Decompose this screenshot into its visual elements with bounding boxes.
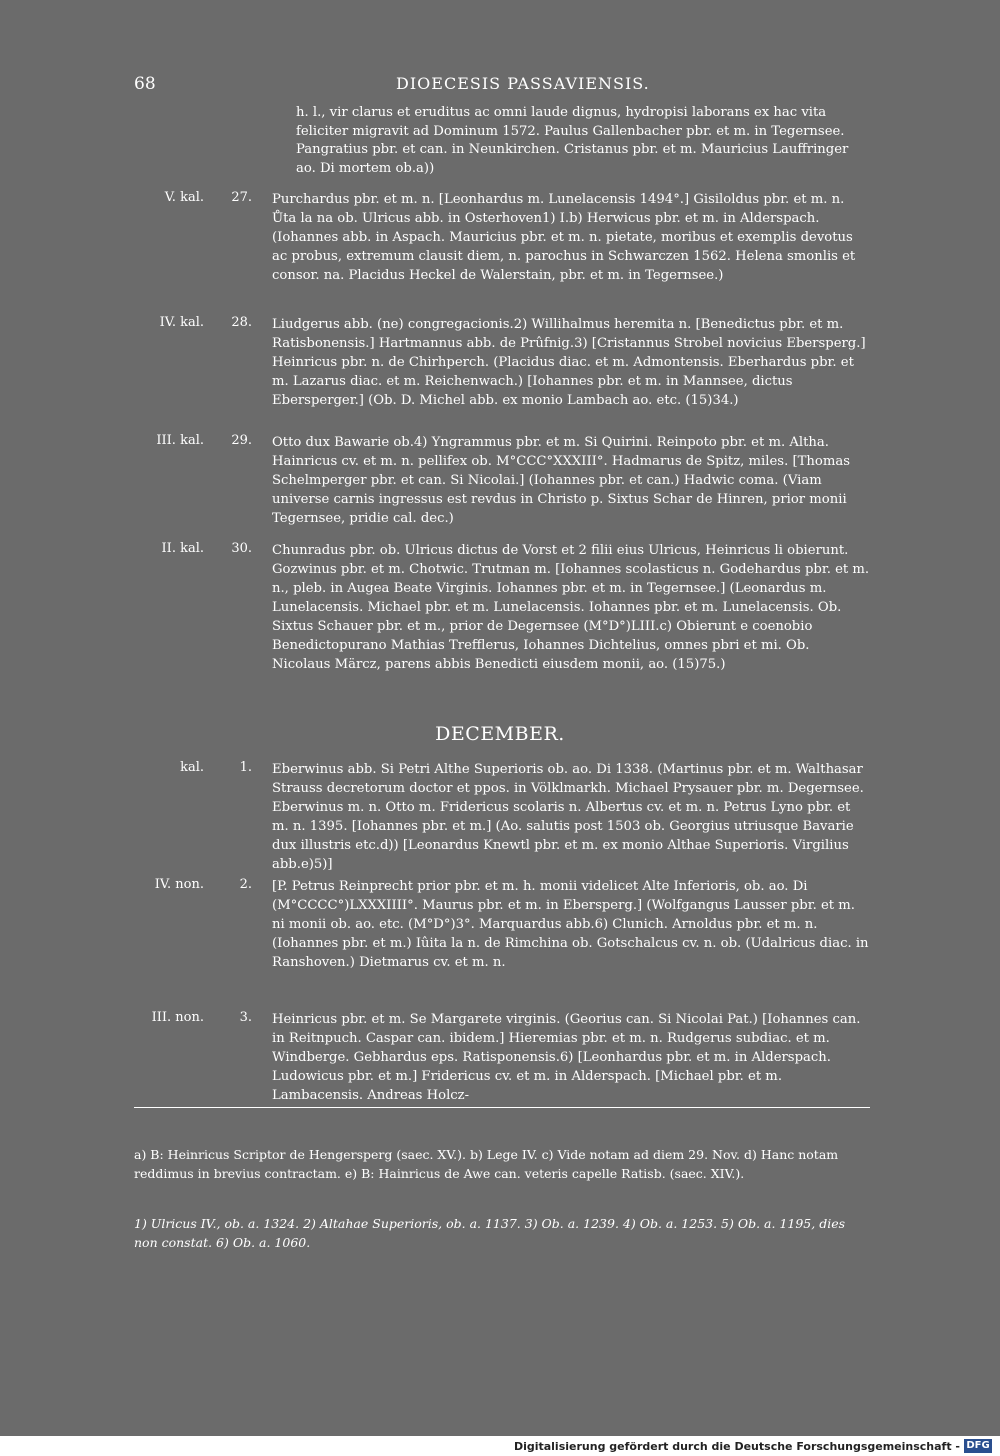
entry-date: II. kal. — [161, 541, 204, 556]
entry-date: V. kal. — [164, 190, 204, 205]
entry-text: Otto dux Bawarie ob.4) Yngrammus pbr. et m. Si Quirini. Reinpoto pbr. et m. Altha. Hainricus cv. et m. n. pellifex ob. M°CCC°XXXIII°. Hadmarus de Spitz, miles. [Thomas Schelmperger pbr. et can. Si Nicolai.] (Iohannes pbr. et can.) Hadwic coma. (Viam universe carnis ingressus est revdus in Christo p. Sixtus Schar de Hinren, prior monii Tegernsee, pridie cal. dec.) — [272, 435, 850, 526]
entry-day: 1. — [239, 760, 252, 775]
entry-day: 3. — [239, 1010, 252, 1025]
footnotes-numbered: 1) Ulricus IV., ob. a. 1324. 2) Altahae Superioris, ob. a. 1137. 3) Ob. a. 1239. 4) Ob. a. 1253. 5) Ob. a. 1195, dies non constat. 6) Ob. a. 1060. — [134, 1216, 846, 1250]
entry-day: 2. — [239, 877, 252, 892]
entry-text: Purchardus pbr. et m. n. [Leonhardus m. Lunelacensis 1494°.] Gisiloldus pbr. et m. n. Ůta la na ob. Ulricus abb. in Osterhoven1) I.b) Herwicus pbr. et m. in Alderspach. (Iohannes abb. in Aspach. Mauricius pbr. et m. n. pietate, moribus et exemplis devotus ac probus, extremum clausit diem, n. parochus in Schwarczen 1562. Helena smonlis et consor. na. Placidus Heckel de Walerstain, pbr. et m. in Tegernsee.) — [272, 192, 856, 283]
entry-day: 29. — [231, 433, 252, 448]
footnote-divider — [134, 1107, 870, 1108]
entry-day: 30. — [231, 541, 252, 556]
entry-text: Chunradus pbr. ob. Ulricus dictus de Vorst et 2 filii eius Ulricus, Heinricus li obierunt. Gozwinus pbr. et m. Chotwic. Trutman m. [Iohannes scolasticus n. Godehardus pbr. et m. n., pleb. in Augea Beate Virginis. Iohannes pbr. et m. in Tegernsee.] (Leonardus m. Lunelacensis. Michael pbr. et m. Lunelacensis. Iohannes pbr. et m. Lunelacensis. Ob. Sixtus Schauer pbr. et m., prior de Degernsee (M°D°)LIII.c) Obierunt e coenobio Benedictopurano Mathias Trefflerus, Iohannes Dichtelius, omnes pbri et mi. Ob. Nicolaus Märcz, parens abbis Benedicti eiusdem monii, ao. (15)75.) — [272, 543, 870, 672]
entry-date: kal. — [180, 760, 204, 775]
page-number: 68 — [134, 74, 156, 94]
entry-date: III. kal. — [156, 433, 204, 448]
footer-credit: Digitalisierung gefördert durch die Deutsche Forschungsgemeinschaft - — [513, 1440, 960, 1453]
running-title: DIOECESIS PASSAVIENSIS. — [396, 74, 650, 93]
entry-text: Heinricus pbr. et m. Se Margarete virginis. (Georius can. Si Nicolai Pat.) [Iohannes can. in Reitnpuch. Caspar can. ibidem.] Hieremias pbr. et m. n. Rudgerus subdiac. et m. Windberge. Gebhardus eps. Ratisponensis.6) [Leonhardus pbr. et m. in Alderspach. Ludowicus pbr. et m.] Fridericus cv. et m. in Alderspach. [Michael pbr. et m. Lambacensis. Andreas Holcz- — [272, 1012, 861, 1103]
entry-date: IV. non. — [154, 877, 204, 892]
entry-date: III. non. — [151, 1010, 204, 1025]
entry-text: [P. Petrus Reinprecht prior pbr. et m. h. monii videlicet Alte Inferioris, ob. ao. Di (M°CCCC°)LXXXIIII°. Maurus pbr. et m. in Ebersperg.] (Wolfgangus Lausser pbr. et m. ni monii ob. ao. etc. (M°D°)3°. Marquardus abb.6) Clunich. Arnoldus pbr. et m. n. (Iohannes pbr. et m.) Iûita la n. de Rimchina ob. Gotschalcus cv. n. ob. (Udalricus diac. in Ranshoven.) Dietmarus cv. et m. n. — [272, 879, 869, 970]
entry-date: IV. kal. — [159, 315, 204, 330]
continuation-paragraph: h. l., vir clarus et eruditus ac omni laude dignus, hydropisi laborans ex hac vita feliciter migravit ad Dominum 1572. Paulus Gallenbacher pbr. et m. in Tegernsee. Pangratius pbr. et can. in Neunkirchen. Cristanus pbr. et m. Mauricius Lauffringer ao. Di mortem ob.a)) — [296, 105, 849, 176]
section-heading-december: DECEMBER. — [435, 723, 565, 745]
entry-day: 28. — [231, 315, 252, 330]
dfg-logo-icon: DFG — [964, 1439, 992, 1453]
footnotes-lettered: a) B: Heinricus Scriptor de Hengersperg (saec. XV.). b) Lege IV. c) Vide notam ad diem 29. Nov. d) Hanc notam reddimus in brevius contractam. e) B: Hainricus de Awe can. veteris capelle Ratisb. (saec. XIV.). — [134, 1147, 839, 1181]
entry-text: Eberwinus abb. Si Petri Althe Superioris ob. ao. Di 1338. (Martinus pbr. et m. Walthasar Strauss decretorum doctor et ppos. in Völklmarkh. Michael Prysauer pbr. m. Degernsee. Eberwinus m. n. Otto m. Fridericus scolaris n. Albertus cv. et m. n. Petrus Lyno pbr. et m. n. 1395. [Iohannes pbr. et m.] (Ao. salutis post 1503 ob. Georgius utriusque Bavarie dux illustris etc.d)) [Leonardus Knewtl pbr. et m. ex monio Althae Superioris. Virgilius abb.e)5)] — [272, 762, 864, 872]
entry-text: Liudgerus abb. (ne) congregacionis.2) Willihalmus heremita n. [Benedictus pbr. et m. Ratisbonensis.] Hartmannus abb. de Prûfnig.3) [Cristannus Strobel novicius Ebersperg.] Heinricus pbr. n. de Chirhperch. (Placidus diac. et m. Admontensis. Eberhardus pbr. et m. Lazarus diac. et m. Reichenwach.) [Iohannes pbr. et m. in Mannsee, dictus Ebersperger.] (Ob. D. Michel abb. ex monio Lambach ao. etc. (15)34.) — [272, 317, 866, 408]
entry-day: 27. — [231, 190, 252, 205]
